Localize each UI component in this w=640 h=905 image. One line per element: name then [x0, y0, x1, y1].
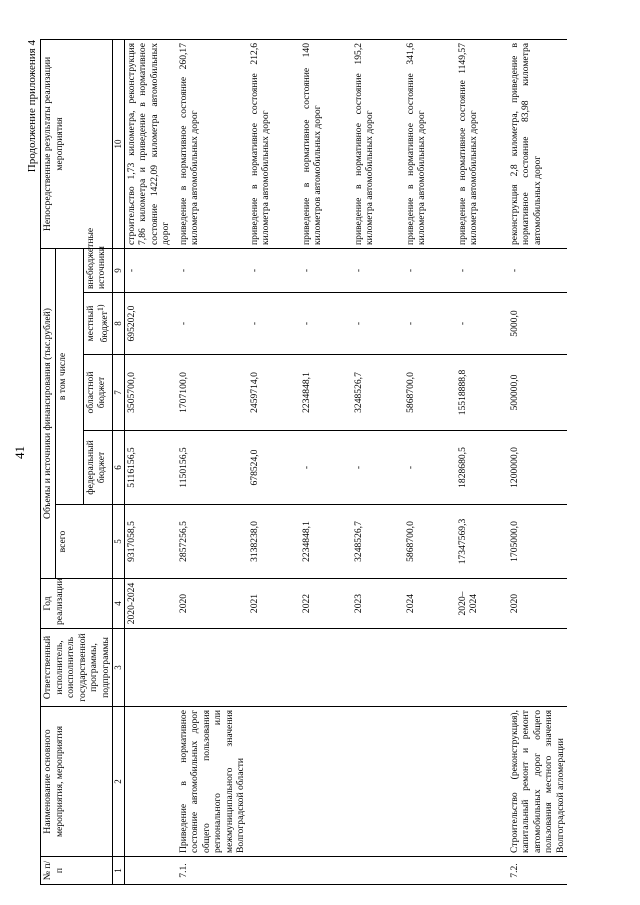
table-row — [456, 39, 508, 884]
header-local — [83, 293, 112, 355]
cell-extra: - — [456, 248, 508, 292]
cell-num — [124, 857, 177, 885]
cell-regional: 1707100,0 — [177, 355, 248, 431]
table-row — [177, 39, 248, 884]
cell-local: - — [177, 293, 248, 355]
cell-local: - — [248, 293, 300, 355]
continuation-label: Продолжение приложения 4 — [26, 40, 38, 173]
cell-executor — [124, 629, 177, 707]
cell-regional: 3248526,7 — [352, 355, 404, 431]
cell-result: приведение в нормативное состояние 212,6 километра автомобильных дорог — [248, 39, 300, 248]
cell-name: Строительство (реконструкция), капитальный ремонт и ремонт автомобильных дорог общего пользования местного значения Волгоградской агломерации — [508, 707, 568, 857]
header-funding: Объемы и источники финансирования (тыс.рублей) — [41, 248, 56, 578]
footnote-mark: 1) — [96, 304, 106, 312]
cell-num — [352, 857, 404, 885]
cell-year: 2020 — [508, 579, 568, 629]
column-number: 6 — [113, 431, 125, 505]
column-number: 1 — [113, 857, 125, 885]
header-results: Непосредственные результаты реализации мероприятия — [41, 39, 113, 248]
header-including: в том числе — [55, 248, 83, 504]
cell-num: 7.2. — [508, 857, 568, 885]
cell-result: приведение в нормативное состояние 260,17 километра автомобильных дорог — [177, 39, 248, 248]
cell-regional: 15518888,8 — [456, 355, 508, 431]
cell-extra: - — [404, 248, 456, 292]
cell-extra: - — [177, 248, 248, 292]
cell-executor — [300, 629, 352, 707]
header-regional: областной бюджет — [83, 355, 112, 431]
cell-regional: 2459714,0 — [248, 355, 300, 431]
cell-local: 695202,0 — [124, 293, 177, 355]
cell-executor — [404, 629, 456, 707]
table-header — [41, 39, 125, 884]
cell-federal: - — [300, 431, 352, 505]
cell-name — [456, 707, 508, 857]
cell-year: 2020 — [177, 579, 248, 629]
cell-extra: - — [508, 248, 568, 292]
cell-year: 2021 — [248, 579, 300, 629]
cell-result: приведение в нормативное состояние 341,6 километра автомобильных дорог — [404, 39, 456, 248]
cell-extra: - — [248, 248, 300, 292]
table-row — [404, 39, 456, 884]
cell-local: 5000,0 — [508, 293, 568, 355]
cell-federal: 1150156,5 — [177, 431, 248, 505]
cell-year: 2020–2024 — [456, 579, 508, 629]
cell-federal: 5116156,5 — [124, 431, 177, 505]
cell-result: приведение в нормативное состояние 1149,57 километра автомобильных дорог — [456, 39, 508, 248]
table-row — [300, 39, 352, 884]
cell-regional: 2234848,1 — [300, 355, 352, 431]
cell-federal: - — [352, 431, 404, 505]
cell-federal: 1828680,5 — [456, 431, 508, 505]
header-local-text: местный бюджет — [84, 305, 111, 343]
table-row — [508, 39, 568, 884]
header-num: № п/п — [41, 857, 113, 885]
cell-total: 2857256,5 — [177, 505, 248, 579]
cell-executor — [456, 629, 508, 707]
column-number: 7 — [113, 355, 125, 431]
header-federal: федеральный бюджет — [83, 431, 112, 505]
cell-executor — [508, 629, 568, 707]
cell-executor — [248, 629, 300, 707]
cell-total: 9317058,5 — [124, 505, 177, 579]
cell-regional: 5868700,0 — [404, 355, 456, 431]
table-row — [124, 39, 177, 884]
cell-num — [456, 857, 508, 885]
cell-local: - — [404, 293, 456, 355]
cell-num — [404, 857, 456, 885]
cell-num — [300, 857, 352, 885]
cell-regional: 500000,0 — [508, 355, 568, 431]
cell-total: 2234848,1 — [300, 505, 352, 579]
cell-extra: - — [352, 248, 404, 292]
cell-result: приведение в нормативное состояние 140 километров автомобильных дорог — [300, 39, 352, 248]
cell-regional: 3505700,0 — [124, 355, 177, 431]
column-number: 10 — [113, 39, 125, 248]
cell-extra: - — [300, 248, 352, 292]
funding-table — [40, 39, 567, 885]
cell-name: Приведение в нормативное состояние автомобильных дорог общего пользования регионального или межмуниципального значения Волгоградской области — [177, 707, 248, 857]
cell-federal: 678524,0 — [248, 431, 300, 505]
column-number-row — [113, 39, 125, 884]
cell-federal: 1200000,0 — [508, 431, 568, 505]
cell-local: - — [456, 293, 508, 355]
cell-total: 3138238,0 — [248, 505, 300, 579]
table-row — [248, 39, 300, 884]
cell-year: 2022 — [300, 579, 352, 629]
cell-num: 7.1. — [177, 857, 248, 885]
cell-year: 2020-2024 — [124, 579, 177, 629]
header-total: всего — [55, 505, 113, 579]
cell-local: - — [352, 293, 404, 355]
header-name: Наименование основного мероприятия, мероприятия — [41, 707, 113, 857]
cell-name — [124, 707, 177, 857]
table-body — [124, 39, 567, 884]
cell-name — [404, 707, 456, 857]
cell-result: строительство 1,73 километра, реконструкция 7,86 километра и приведение в нормативное состояние 1422,09 километра автомобильных дорог — [124, 39, 177, 248]
column-number: 8 — [113, 293, 125, 355]
header-year: Год реализации — [41, 579, 113, 629]
cell-executor — [177, 629, 248, 707]
header-extra: внебюджетные источники — [83, 248, 112, 292]
cell-total: 17347569,3 — [456, 505, 508, 579]
column-number: 2 — [113, 707, 125, 857]
cell-year: 2024 — [404, 579, 456, 629]
cell-num — [248, 857, 300, 885]
cell-local: - — [300, 293, 352, 355]
cell-total: 1705000,0 — [508, 505, 568, 579]
column-number: 3 — [113, 629, 125, 707]
header-executor: Ответственный исполнитель, соисполнитель государственной программы, подпрограммы — [41, 629, 113, 707]
table-row — [352, 39, 404, 884]
cell-total: 3248526,7 — [352, 505, 404, 579]
column-number: 5 — [113, 505, 125, 579]
column-number: 4 — [113, 579, 125, 629]
cell-year: 2023 — [352, 579, 404, 629]
cell-name — [248, 707, 300, 857]
column-number: 9 — [113, 248, 125, 292]
cell-total: 5868700,0 — [404, 505, 456, 579]
cell-result: приведение в нормативное состояние 195,2 километра автомобильных дорог — [352, 39, 404, 248]
cell-executor — [352, 629, 404, 707]
cell-federal: - — [404, 431, 456, 505]
page-number: 41 — [12, 446, 27, 459]
cell-extra: - — [124, 248, 177, 292]
cell-result: реконструкция 2,8 километра, приведение в нормативное состояние 83,98 километра автомобильных дорог — [508, 39, 568, 248]
cell-name — [352, 707, 404, 857]
cell-name — [300, 707, 352, 857]
